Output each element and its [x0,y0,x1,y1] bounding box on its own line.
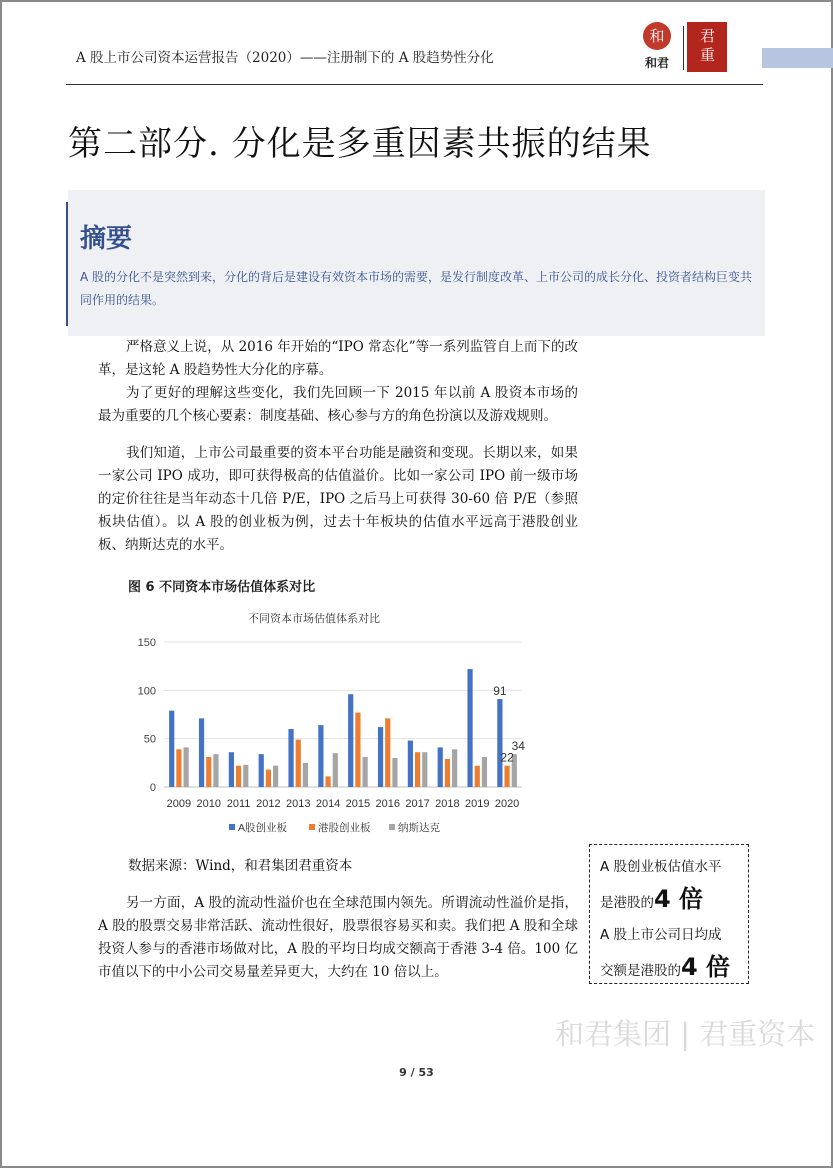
x-tick-label: 2018 [435,798,460,810]
abstract-text: A 股的分化不是突然到来，分化的背后是建设有效资本市场的需要，是发行制度改革、上市公司的成长分化、投资者结构巨变共同作用的结果。 [80,270,753,307]
callout-line: A 股上市公司日均成 [600,927,722,943]
bar [213,754,218,787]
bar [452,749,457,787]
bar [355,713,360,787]
bar [243,765,248,787]
callout-highlight: 4 倍 [654,885,704,913]
callout-line [600,883,748,919]
bar [385,718,390,787]
bar [482,757,487,787]
callout-line [600,951,748,987]
bar [378,727,383,787]
y-tick-label: 0 [149,782,156,794]
bar [445,759,450,787]
side-tab-decoration [762,48,833,68]
bar [333,753,338,787]
hejun-logo-text: 和君 [644,56,669,70]
legend-swatch [229,824,235,830]
bar [497,699,502,787]
bar [296,740,301,787]
bar [415,752,420,787]
bar [363,757,368,787]
page-number: 9 / 53 [399,1066,434,1079]
figure-source: 数据来源：Wind，和君集团君重资本 [128,858,353,874]
data-label: 22 [500,750,514,765]
watermark: 和君集团 | 君重资本 [555,1017,816,1051]
legend-label: 纳斯达克 [398,822,440,834]
bar [288,729,293,787]
y-tick-label: 150 [137,637,156,649]
x-tick-label: 2010 [196,798,221,810]
bar [348,694,353,787]
callout-line: A 股创业板估值水平 [600,859,722,875]
bar [504,766,509,787]
key-figures-callout [589,844,749,984]
callout-highlight: 4 倍 [681,953,731,981]
bar [467,669,472,787]
bar [236,766,241,787]
abstract-title: 摘要 [80,224,133,254]
bar [408,741,413,787]
junzhong-seal-logo [687,22,727,72]
chart-title: 不同资本市场估值体系对比 [248,613,380,625]
hejun-logo [634,22,680,72]
bar [273,766,278,787]
body-paragraph: 另一方面，A 股的流动性溢价也在全球范围内领先。所谓流动性溢价是指，A 股的股票交易非常活跃、流动性很好，股票很容易买和卖。我们把 A 股和全球投资人参与的香港市场做对比，A 股的平均日均成交额高于香港 3-4 倍。100 亿市值以下的中小公司交易量差异更大，大约在 10 倍以上。 [98,895,578,980]
header-rule [66,84,763,85]
data-label: 34 [511,739,525,754]
abstract-accent-bar [66,202,68,326]
bar [318,725,323,787]
abstract-box [68,190,765,336]
hejun-logo-mark: 和 [643,22,671,50]
callout-text: 交额是港股的 [600,963,681,979]
legend-swatch [389,824,395,830]
body-paragraph: 我们知道，上市公司最重要的资本平台功能是融资和变现。长期以来，如果一家公司 IPO 成功，即可获得极高的估值溢价。比如一家公司 IPO 前一级市场的定价往往是当年动态十几倍 P/E，IPO 之后马上可获得 30-60 倍 P/E（参照板块估值）。以 A 股的创业板为例，过去十年板块的估值水平远高于港股创业板、纳斯达克的水平。 [98,445,578,553]
legend-swatch [309,824,315,830]
body-paragraph: 严格意义上说，从 2016 年开始的“IPO 常态化”等一系列监管自上而下的改革，是这轮 A 股趋势性大分化的序幕。 [98,339,578,378]
figure-caption: 图 6 不同资本市场估值体系对比 [128,580,316,595]
bar [169,711,174,787]
bar [229,752,234,787]
running-header: A 股上市公司资本运营报告（2020）——注册制下的 A 股趋势性分化 [76,50,494,66]
bar [303,763,308,787]
bar [325,776,330,787]
x-tick-label: 2011 [226,798,251,810]
x-tick-label: 2014 [315,798,341,810]
bar [199,718,204,787]
callout-text: 是港股的 [600,895,654,911]
bar [176,749,181,787]
bar [206,757,211,787]
bar [475,766,480,787]
bar [392,758,397,787]
x-tick-label: 2009 [166,798,192,810]
valuation-bar-chart [114,602,534,842]
legend-label: A股创业板 [238,822,288,834]
x-tick-label: 2020 [494,798,520,810]
bar [266,770,271,787]
y-tick-label: 100 [137,685,156,698]
x-tick-label: 2013 [286,798,311,810]
bar [438,747,443,787]
x-tick-label: 2012 [256,798,281,810]
x-tick-label: 2019 [465,798,490,810]
x-tick-label: 2016 [375,798,400,810]
bar [422,752,427,787]
bar [259,754,264,787]
x-tick-label: 2017 [405,798,430,810]
logo-divider [683,26,684,70]
data-label: 91 [493,684,507,699]
body-paragraph: 为了更好的理解这些变化，我们先回顾一下 2015 年以前 A 股资本市场的最为重要的几个核心要素：制度基础、核心参与方的角色扮演以及游戏规则。 [98,385,578,424]
section-title: 第二部分. 分化是多重因素共振的结果 [68,124,652,164]
x-tick-label: 2015 [345,798,371,810]
bar [184,747,189,787]
legend-label: 港股创业板 [318,822,371,834]
y-tick-label: 50 [143,733,156,746]
junzhong-seal-text: 君重 [698,28,716,66]
